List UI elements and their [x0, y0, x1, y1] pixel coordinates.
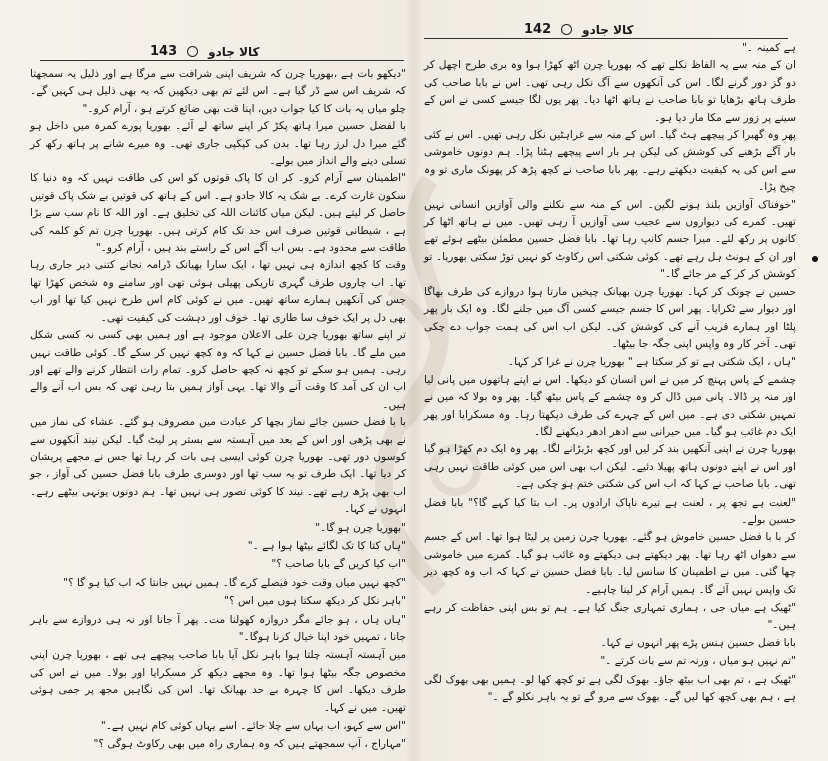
header-rule: [424, 38, 788, 39]
dialogue-line: "کچھ نہیں میاں وقت خود فیصلے کرے گا۔ ہمیں نہیں جانتا کہ اب کیا ہو گا ؟": [63, 576, 406, 589]
dialogue-line: "ہاں کتا کا تک لگائے بیٹھا ہوا ہے ۔": [247, 539, 406, 552]
dialogue-line: "اب کیا کریں گے بابا صاحب ؟": [271, 558, 406, 571]
dialogue-line: "ہاں ہاں ، ہو جائے مگر دروازہ کھولنا مت۔ پھر آ جانا اور نہ ہی دروازے سے باہر جانا ، تمہیں خود اپنا خیال کرنا ہوگا۔": [30, 613, 406, 643]
paragraph: وقت کا کچھ اندازہ ہی نہیں تھا ، ایک سارا بھیانک ڈرامہ نجانے کتنی دیر جاری رہا تھا۔ اب چاروں طرف گہری تاریکی پھیلی ہوئی تھی اور سامنے وہ شخص کھڑا تھا جس کی آنکھیں ہمارے ساتھ تھیں۔ میں نے کوئی کام اس طرح نہیں کیا تھا اور اب بھی دل پر ایک خوف سا طاری تھا۔ خوف اور دہشت کی کیفیت تھی۔: [30, 259, 406, 324]
paragraph: پھر وہ گھبرا کر پیچھے ہٹ گیا۔ اس کے منہ سے غراہٹیں نکل رہی تھیں۔ اس نے کئی بار آگے بڑھنے کی کوشش کی لیکن ہر بار اسے پیچھے ہٹنا پڑا۔ ہم دونوں خاموشی سے اس کی یہ کیفیت دیکھتے رہے۔ پھر بابا صاحب نے کچھ پڑھ کر پھونک ماری تو وہ چیخ پڑا۔: [424, 129, 796, 194]
dialogue-line: میں آہستہ آہستہ چلتا ہوا باہر نکل آیا بابا صاحب پیچھے ہی تھے ، بھوریا چرن اپنی مخصوص جگہ بیٹھا ہوا تھا۔ وہ مجھے دیکھ کر مسکرایا اور بولا۔ میں نے اس کی طرف دیکھا۔ اس کا چہرہ بے حد بھیانک تھا۔ اس کی نگاہیں مجھ پر جمی ہوئی تھیں۔ میں نے کہا۔: [30, 649, 406, 714]
left-page-header: [150, 44, 260, 59]
right-page: [414, 0, 828, 761]
dialogue-line: "اس سے کہو، اب یہاں سے چلا جائے۔ اسے یہاں کوئی کام نہیں ہے۔": [100, 720, 406, 733]
paragraph: تر اپنے ساتھ بھوریا چرن علی الاعلان موجود ہے اور ہمیں بھی کسی نہ کسی شکل میں ملے گا۔ بابا فضل حسین نے کہا کہ وہ کچھ نہیں کر سکے گا۔ کوئی طاقت نہیں رہی۔ ہمیں ہو سکے تو کچھ نہ کچھ حاصل کرو۔ تمام رات انتظار کرنے والے تھے اور اب ان کی آمد کا وقت آنے والا تھا۔ یہی آواز ہمیں بتا رہی تھی کہ بس اب آنے والے ہیں۔: [30, 329, 406, 411]
dialogue-line: "مہاراج ، آپ سمجھتے ہیں کہ وہ ہماری راہ میں بھی رکاوٹ ہوگی ؟": [93, 738, 406, 751]
dialogue-line: "تم نہیں ہو میاں ، ورنہ تم سے بات کرتے ۔": [600, 655, 796, 668]
paragraph: با لفضل حسین میرا ہاتھ پکڑ کر اپنے ساتھ لے آئے۔ بھوریا پورے کمرہ میں داخل ہو گئے میرا دل لرز رہا تھا۔ بدن کی کپکپی جاری تھی۔ وہ میرے شانے پر ہاتھ رکھ کر تسلی دینے والے انداز میں بولے۔: [30, 120, 406, 168]
left-page-text: [30, 66, 406, 754]
book-title: کالا جادو: [208, 44, 260, 59]
paragraph: ان کے منہ سے یہ الفاظ نکلے تھے کہ بھوریا چرن اٹھ کھڑا ہوا وہ بری طرح اچھل کر دو گز دور گرنے لگا۔ اس کی آنکھوں سے آگ نکل رہی تھی۔ اس نے بابا صاحب کی طرف ہاتھ بڑھایا تو بابا صاحب نے ہاتھ اٹھا دیا۔ پھر یوں لگا جیسے کسی نے اس کے سینے پر زور سے مکا مار دیا ہو۔: [424, 59, 796, 124]
page-ring-icon: [561, 24, 572, 35]
dialogue-line: "لعنت ہے تجھ پر ، لعنت ہے تیرے ناپاک ارادوں پر۔ اب بتا کیا کہے گا؟" بابا فضل حسین بولے۔: [424, 496, 796, 526]
right-page-text: [424, 40, 796, 706]
paragraph: "خوفناک آوازیں بلند ہونے لگیں۔ اس کے منہ سے نکلنے والی آوازیں انسانی نہیں تھیں۔ کمرے کی دیواروں سے عجیب سی آوازیں آ رہی تھیں۔ میں نے ہاتھ اٹھا کر کانوں پر رکھ لئے۔ میرا جسم کانپ رہا تھا۔ بابا فضل حسین مطمئن بیٹھے ہوئے تھے اور ان کے ہونٹ ہل رہے تھے۔ کوئی شکتی اس رکاوٹ کو نہیں توڑ سکتی بھوریا۔ تو کوشش کر کر کے مر جائے گا۔": [424, 198, 796, 281]
header-rule: [40, 60, 404, 61]
paragraph: با با فضل حسین جائے نماز بچھا کر عبادت میں مصروف ہو گئے۔ عشاء کی نماز میں نے بھی پڑھی اور اس کے بعد میں آہستہ سے بستر پر لیٹ گیا۔ لیکن نیند آنکھوں سے کوسوں دور تھی۔ بھوریا چرن کوئی ایسی ہی بات کر رہا تھا جس نے مجھے پریشان کر دیا تھا۔ ایک طرف تو یہ سب تھا اور دوسری طرف بابا فضل حسین کی آواز ، جو اب بھی پڑھ رہے تھے۔ نیند کا کوئی تصور ہی نہیں تھا۔ ہم دونوں یونہی بیٹھے رہے۔ انہوں نے کہا۔: [30, 416, 406, 516]
right-page-header: [524, 22, 634, 37]
paragraph: کر با با فضل حسین خاموش ہو گئے۔ بھوریا چرن زمین پر لیٹا ہوا تھا۔ اس کے جسم سے دھواں اٹھ رہا تھا۔ پھر دیکھتے ہی دیکھتے وہ غائب ہو گیا۔ کمرے میں خاموشی چھا گئی۔ میں نے اطمینان کا سانس لیا۔ بابا فضل حسین نے کہا کہ اب وہ کچھ دیر تک واپس نہیں آئے گا۔ ہمیں آرام کر لینا چاہیے۔: [424, 531, 796, 596]
dialogue-line: "ہاں ، ایک شکتی ہے تو کر سکتا ہے " بھوریا چرن نے غرا کر کہا۔: [507, 356, 796, 369]
paragraph: بھوریا چرن نے اپنی آنکھیں بند کر لیں اور کچھ بڑبڑانے لگا۔ پھر وہ ایک دم کھڑا ہو گیا اور اس نے اپنے دونوں ہاتھ پھیلا دئیے۔ لیکن اب بھی اس میں کوئی طاقت نہیں رہی تھی۔ بابا صاحب نے کہا کہ اب اس کی شکتی ختم ہو چکی ہے۔: [424, 443, 796, 491]
paragraph: ہے کمینہ ۔": [742, 42, 796, 54]
dialogue-line: "بھوریا چرن ہو گا۔": [315, 521, 406, 534]
paragraph: "دیکھو بات ہے ،بھوریا چرن کہ شریف اپنی شرافت سے مرگا ہے اور ذلیل یہ سمجھتا کہ شریف اس سے ڈر گیا ہے۔ اس لئے تم بھی دیکھیں کہ یہ بھی ذلیل ہی کہیں گے۔ چلو میاں یہ بات کا کیا جواب دیں، اپنا قت بھی ضائع کرتے ہو ، آرام کرو۔": [30, 68, 406, 115]
dialogue-line: "باہر نکل کر دیکھ سکتا ہوں میں اس ؟": [224, 595, 406, 608]
page-ring-icon: [187, 46, 198, 57]
dialogue-line: "ٹھیک ہے ، تم بھی اب بیٹھ جاؤ۔ بھوک لگی ہے تو کچھ کھا لو۔ ہمیں بھی بھوک لگی ہے ، ہم بھی کچھ کھا لیں گے۔ بھوک سے مرو گے تو یہ باہر نکلو گے ۔": [424, 673, 796, 704]
paragraph: بابا فضل حسین ہنس پڑے پھر انہوں نے کہا۔: [600, 636, 796, 649]
page-number: 142: [524, 22, 552, 37]
margin-bullet-icon: [812, 256, 818, 262]
book-title: کالا جادو: [582, 22, 634, 37]
page-number: 143: [150, 44, 178, 59]
paragraph: حسین نے چونک کر کہا۔ بھوریا چرن بھیانک چیخیں مارتا ہوا دروازے کی طرف بھاگا اور دیوار سے ٹکرایا۔ پھر اس کا جسم جیسے کسی آگ میں جلنے لگا۔ وہ ایک بار پھر پلٹا اور ہمارے قریب آنے کی کوشش کی۔ لیکن اب اس کی ہمت جواب دے چکی تھی۔ آخر کار وہ واپس اپنی جگہ جا بیٹھا۔: [424, 285, 796, 350]
paragraph: چشمے کے پاس پہنچ کر میں نے اس انسان کو دیکھا۔ اس نے اپنے ہاتھوں میں پانی لیا اور منہ پر ڈالا۔ پانی میں ڈال کر وہ چشمے کے پاس بیٹھ گیا۔ پھر وہ بولا کہ میں نے تمہیں شکتی دی ہے۔ میں اس کے چہرے کی طرف دیکھتا رہا۔ وہ مسکرایا اور پھر ایک دم غائب ہو گیا۔ میں حیرانی سے ادھر ادھر دیکھنے لگا۔: [424, 373, 796, 438]
dialogue-line: "ٹھیک ہے میاں جی ، ہماری تمہاری جنگ کیا ہے۔ ہم تو بس اپنی حفاظت کر رہے ہیں۔": [424, 602, 796, 632]
paragraph: "اطمینان سے آرام کرو۔ کر ان کا پاک قوتوں کو اس کی طاقت نہیں کہ وہ دنیا کا سکون غارت کرے۔ بے شک یہ کالا جادو ہے۔ اس کے ہاتھ کی قوتیں بے شک پاک قوتیں حاصل کر لیتے ہیں۔ لیکن میاں کائنات اللہ کی تخلیق ہے۔ اور اللہ کا نام سب سے بڑا ہے ، شیطانی قوتیں صرف اس حد تک کام کرتی ہیں۔ بھوریا چرن تم کو کلمہ کی طاقت سے محدود ہے۔ بس اب آگے اس کے راستے بند ہیں ، آرام کرو۔": [30, 172, 406, 255]
